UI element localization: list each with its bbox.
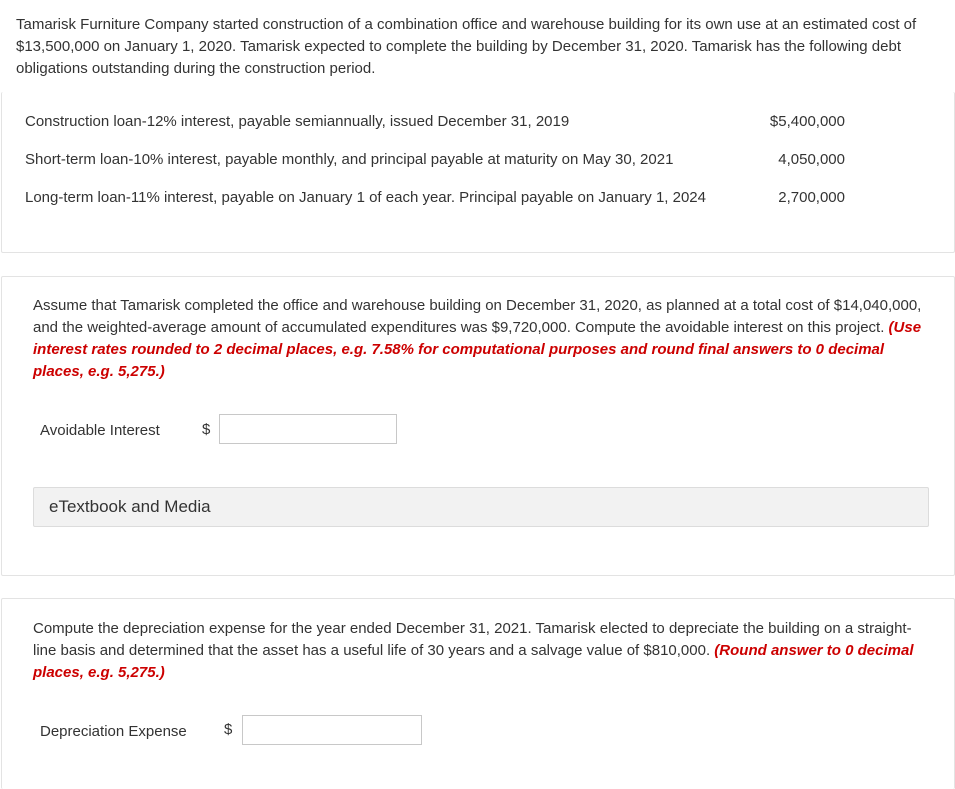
etextbook-media-label: eTextbook and Media <box>49 497 211 516</box>
debt-row-construction-loan <box>25 111 845 133</box>
debt-obligations-panel <box>1 92 955 253</box>
debt-description: Long-term loan-11% interest, payable on January 1 of each year. Principal payable on January 1, 2024 <box>25 189 706 206</box>
problem-intro <box>16 14 946 80</box>
question-hint: (Round answer to 0 decimal places, e.g. 5,275.) <box>33 642 914 681</box>
question-depreciation-expense <box>33 618 923 684</box>
question-text: Compute the depreciation expense for the year ended December 31, 2021. Tamarisk elected to depreciate the building on a straight-line basis and determined that the asset has a useful life of 30 years and a salvage value of $810,000. <box>33 620 912 659</box>
currency-symbol: $ <box>202 421 211 438</box>
question-text: Assume that Tamarisk completed the office and warehouse building on December 31, 2020, as planned at a total cost of $14,040,000, and the weighted-average amount of accumulated expenditures was $9,720,000. Compute the avoidable interest on this project. <box>33 297 922 336</box>
debt-description: Construction loan-12% interest, payable semiannually, issued December 31, 2019 <box>25 113 570 130</box>
debt-amount: $5,400,000 <box>769 113 845 130</box>
depreciation-expense-input[interactable] <box>242 715 422 745</box>
depreciation-expense-panel <box>1 598 955 789</box>
debt-amount: 2,700,000 <box>778 189 845 206</box>
avoidable-interest-input[interactable] <box>219 414 397 444</box>
debt-row-short-term-loan <box>25 149 845 171</box>
debt-row-long-term-loan <box>25 187 845 209</box>
question-hint: (Use interest rates rounded to 2 decimal places, e.g. 7.58% for computational purposes and round final answers to 0 decimal places, e.g. 5,275.) <box>33 319 922 380</box>
avoidable-interest-panel <box>1 276 955 576</box>
avoidable-interest-label: Avoidable Interest <box>40 422 160 439</box>
debt-amount: 4,050,000 <box>778 151 845 168</box>
depreciation-expense-label: Depreciation Expense <box>40 723 187 740</box>
etextbook-media-button[interactable] <box>33 487 929 527</box>
question-avoidable-interest <box>33 295 923 383</box>
problem-intro-text: Tamarisk Furniture Company started construction of a combination office and warehouse building for its own use at an estimated cost of $13,500,000 on January 1, 2020. Tamarisk expected to complete the building by December 31, 2020. Tamarisk has the following debt obligations outstanding during the construction period. <box>16 16 917 77</box>
debt-description: Short-term loan-10% interest, payable monthly, and principal payable at maturity on May 30, 2021 <box>25 151 674 168</box>
currency-symbol: $ <box>224 721 233 738</box>
